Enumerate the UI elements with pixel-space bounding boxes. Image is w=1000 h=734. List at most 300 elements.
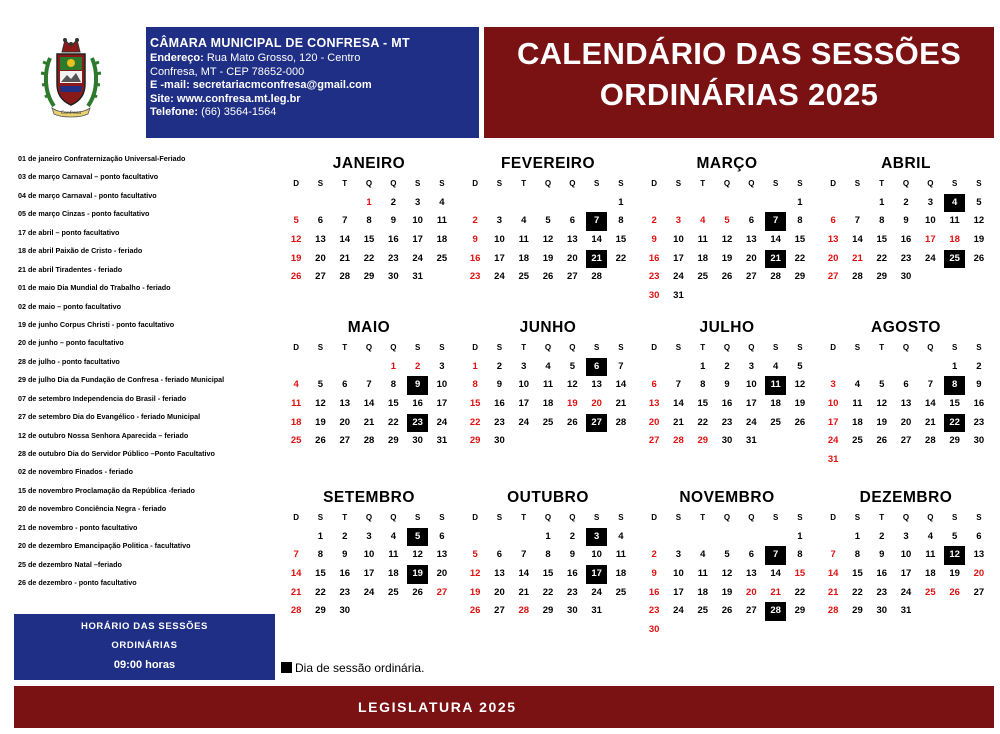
day-cell: 18 bbox=[518, 252, 530, 264]
weekday-header: D bbox=[830, 343, 837, 352]
day-cell: 25 bbox=[697, 271, 709, 283]
session-day: 9 bbox=[405, 376, 429, 395]
address-line1: Rua Mato Grosso, 120 - Centro bbox=[206, 52, 361, 65]
day-cell: 18 bbox=[949, 234, 960, 246]
day-cell: 21 bbox=[518, 586, 530, 598]
month-name: JULHO bbox=[699, 319, 755, 336]
weekday-header: S bbox=[317, 179, 324, 188]
day-cell: 22 bbox=[469, 416, 481, 428]
weekday-header: Q bbox=[390, 513, 397, 522]
day-cell: 29 bbox=[949, 435, 960, 447]
day-cell: 16 bbox=[721, 398, 733, 410]
day-cell: 4 bbox=[700, 549, 706, 561]
day-cell: 21 bbox=[290, 586, 302, 598]
holiday-item: 26 de dezembro - ponto facultativo bbox=[18, 578, 137, 588]
day-cell: 11 bbox=[852, 398, 863, 410]
day-cell: 11 bbox=[291, 398, 302, 410]
day-cell: 20 bbox=[746, 586, 757, 598]
day-cell: 2 bbox=[569, 530, 575, 542]
day-cell: 30 bbox=[876, 605, 888, 617]
weekday-header: Q bbox=[544, 513, 552, 522]
weekday-header: S bbox=[593, 179, 600, 188]
day-cell: 24 bbox=[900, 586, 912, 598]
day-cell: 24 bbox=[363, 586, 375, 598]
day-cell: 2 bbox=[472, 215, 478, 227]
empty-day-cell bbox=[284, 528, 308, 547]
day-cell: 17 bbox=[900, 568, 912, 580]
weekday-header: S bbox=[772, 513, 779, 522]
session-schedule-box bbox=[14, 614, 275, 680]
day-cell: 16 bbox=[412, 398, 423, 410]
day-cell: 17 bbox=[827, 416, 839, 428]
day-cell: 3 bbox=[496, 215, 503, 227]
empty-day-cell bbox=[487, 528, 511, 547]
day-cell: 27 bbox=[746, 271, 757, 283]
day-cell: 17 bbox=[673, 586, 684, 598]
day-cell: 11 bbox=[925, 549, 936, 561]
day-cell: 30 bbox=[339, 605, 351, 617]
weekday-header: S bbox=[317, 513, 324, 522]
day-cell: 27 bbox=[827, 271, 839, 283]
holiday-item: 04 de março Carnaval - ponto facultativo bbox=[18, 190, 157, 200]
day-cell: 14 bbox=[827, 568, 839, 580]
day-cell: 9 bbox=[496, 379, 503, 391]
day-cell: 3 bbox=[927, 196, 933, 208]
day-cell: 12 bbox=[290, 234, 302, 246]
holiday-item: 28 de outubro Dia do Servidor Público –Ponto Facultativo bbox=[18, 449, 215, 458]
empty-day-cell bbox=[763, 528, 787, 547]
month-2 bbox=[642, 153, 812, 306]
day-cell: 17 bbox=[494, 252, 505, 264]
day-cell: 3 bbox=[521, 360, 527, 372]
day-cell: 29 bbox=[388, 435, 399, 447]
day-cell: 6 bbox=[903, 379, 909, 391]
session-day: 5 bbox=[405, 528, 429, 547]
day-cell: 23 bbox=[469, 271, 481, 283]
weekday-header: S bbox=[854, 179, 861, 188]
day-cell: 24 bbox=[436, 416, 448, 428]
day-cell: 3 bbox=[748, 360, 754, 372]
weekday-header: Q bbox=[544, 343, 552, 352]
empty-day-cell bbox=[691, 528, 715, 547]
weekday-header: Q bbox=[902, 513, 910, 522]
weekday-header: Q bbox=[723, 179, 731, 188]
day-cell: 4 bbox=[439, 196, 445, 208]
month-name: MARÇO bbox=[696, 155, 758, 172]
day-cell: 13 bbox=[900, 398, 912, 410]
weekday-header: D bbox=[830, 513, 837, 522]
day-cell: 4 bbox=[854, 379, 861, 391]
day-cell: 12 bbox=[876, 398, 888, 410]
site-value: www.confresa.mt.leg.br bbox=[176, 92, 301, 105]
footer-text: LEGISLATURA 2025 bbox=[358, 699, 517, 715]
day-cell: 18 bbox=[615, 568, 627, 580]
empty-day-cell bbox=[894, 358, 918, 377]
day-cell: 31 bbox=[746, 435, 757, 447]
day-cell: 26 bbox=[567, 416, 578, 428]
day-cell: 1 bbox=[317, 530, 324, 542]
day-cell: 30 bbox=[900, 271, 912, 283]
day-cell: 19 bbox=[721, 252, 733, 264]
phone-label: Telefone: bbox=[150, 106, 199, 119]
day-cell: 16 bbox=[973, 398, 985, 410]
day-cell: 7 bbox=[366, 379, 372, 391]
month-1 bbox=[463, 153, 633, 287]
day-cell: 21 bbox=[852, 252, 863, 264]
day-cell: 13 bbox=[591, 379, 602, 391]
day-cell: 11 bbox=[518, 234, 529, 246]
weekday-header: Q bbox=[748, 343, 755, 352]
day-cell: 23 bbox=[388, 252, 399, 264]
day-cell: 25 bbox=[518, 271, 530, 283]
day-cell: 27 bbox=[648, 435, 660, 447]
day-cell: 1 bbox=[366, 196, 372, 208]
month-6 bbox=[642, 317, 812, 451]
weekday-header: S bbox=[414, 343, 421, 352]
day-cell: 6 bbox=[748, 549, 754, 561]
holiday-list bbox=[18, 150, 278, 593]
day-cell: 23 bbox=[900, 252, 912, 264]
day-cell: 18 bbox=[925, 568, 936, 580]
weekday-header: S bbox=[496, 343, 503, 352]
day-cell: 24 bbox=[518, 416, 530, 428]
day-cell: 12 bbox=[469, 568, 481, 580]
weekday-header: T bbox=[879, 343, 885, 352]
session-day: 7 bbox=[584, 212, 608, 231]
day-cell: 13 bbox=[567, 234, 578, 246]
day-cell: 15 bbox=[794, 234, 806, 246]
day-cell: 19 bbox=[876, 416, 888, 428]
day-cell: 28 bbox=[770, 271, 781, 283]
month-8 bbox=[284, 487, 454, 621]
day-cell: 11 bbox=[697, 234, 708, 246]
holiday-item: 25 de dezembro Natal –feriado bbox=[18, 559, 122, 569]
session-day: 7 bbox=[763, 212, 787, 231]
session-day: 3 bbox=[584, 528, 608, 547]
day-cell: 11 bbox=[615, 549, 626, 561]
day-cell: 15 bbox=[315, 568, 326, 580]
day-cell: 21 bbox=[363, 416, 375, 428]
weekday-header: S bbox=[439, 343, 445, 352]
day-cell: 11 bbox=[436, 215, 447, 227]
logo-ribbon-text: Confresa bbox=[61, 111, 81, 116]
weekday-header: T bbox=[521, 343, 527, 352]
day-cell: 23 bbox=[721, 416, 733, 428]
holiday-item: 01 de maio Dia Mundial do Trabalho - feriado bbox=[18, 283, 171, 293]
day-cell: 2 bbox=[651, 215, 657, 227]
weekday-header: T bbox=[879, 513, 885, 522]
day-cell: 26 bbox=[721, 605, 733, 617]
weekday-header: D bbox=[651, 343, 658, 352]
day-cell: 25 bbox=[852, 435, 863, 447]
day-cell: 5 bbox=[976, 196, 982, 208]
day-cell: 24 bbox=[494, 271, 505, 283]
holiday-item: 12 de outubro Nossa Senhora Aparecida – feriado bbox=[18, 430, 189, 440]
day-cell: 21 bbox=[339, 252, 351, 264]
day-cell: 22 bbox=[615, 252, 627, 264]
month-7 bbox=[821, 317, 991, 470]
day-cell: 22 bbox=[315, 586, 326, 598]
day-cell: 2 bbox=[390, 196, 396, 208]
weekday-header: Q bbox=[390, 179, 397, 188]
day-cell: 22 bbox=[363, 252, 375, 264]
day-cell: 25 bbox=[925, 586, 936, 598]
empty-day-cell bbox=[463, 528, 487, 547]
day-cell: 14 bbox=[339, 234, 351, 246]
day-cell: 21 bbox=[673, 416, 684, 428]
day-cell: 21 bbox=[615, 398, 627, 410]
day-cell: 16 bbox=[567, 568, 578, 580]
day-cell: 3 bbox=[675, 549, 682, 561]
day-cell: 6 bbox=[569, 215, 575, 227]
day-cell: 20 bbox=[900, 416, 912, 428]
day-cell: 18 bbox=[697, 586, 709, 598]
day-cell: 11 bbox=[543, 379, 554, 391]
day-cell: 31 bbox=[436, 435, 448, 447]
weekday-header: T bbox=[879, 179, 885, 188]
day-cell: 1 bbox=[390, 360, 396, 372]
day-cell: 14 bbox=[290, 568, 302, 580]
weekday-header: Q bbox=[569, 179, 576, 188]
day-cell: 23 bbox=[339, 586, 351, 598]
weekday-header: T bbox=[342, 513, 348, 522]
day-cell: 26 bbox=[794, 416, 806, 428]
day-cell: 26 bbox=[876, 435, 888, 447]
day-cell: 12 bbox=[794, 379, 806, 391]
day-cell: 10 bbox=[494, 234, 505, 246]
day-cell: 29 bbox=[794, 271, 806, 283]
empty-day-cell bbox=[357, 358, 381, 377]
day-cell: 19 bbox=[542, 252, 554, 264]
empty-day-cell bbox=[715, 528, 739, 547]
day-cell: 28 bbox=[591, 271, 602, 283]
day-cell: 19 bbox=[721, 586, 733, 598]
day-cell: 14 bbox=[673, 398, 684, 410]
legend-text: Dia de sessão ordinária. bbox=[295, 661, 425, 675]
day-cell: 19 bbox=[567, 398, 578, 410]
day-cell: 15 bbox=[542, 568, 554, 580]
holiday-item: 02 de novembro Finados - feriado bbox=[18, 467, 134, 477]
address-label: Endereço: bbox=[150, 52, 204, 65]
day-cell: 19 bbox=[973, 234, 985, 246]
day-cell: 16 bbox=[339, 568, 351, 580]
day-cell: 14 bbox=[363, 398, 375, 410]
day-cell: 20 bbox=[746, 252, 757, 264]
session-day: 17 bbox=[584, 565, 608, 584]
day-cell: 9 bbox=[976, 379, 982, 391]
day-cell: 10 bbox=[591, 549, 602, 561]
title-line2: ORDINÁRIAS 2025 bbox=[599, 77, 879, 112]
day-cell: 10 bbox=[746, 379, 757, 391]
day-cell: 17 bbox=[925, 234, 936, 246]
empty-day-cell bbox=[739, 528, 763, 547]
day-cell: 20 bbox=[339, 416, 351, 428]
holiday-item: 02 de maio – ponto facultativo bbox=[18, 301, 122, 311]
day-cell: 28 bbox=[518, 605, 530, 617]
day-cell: 27 bbox=[436, 586, 448, 598]
day-cell: 9 bbox=[879, 549, 885, 561]
day-cell: 3 bbox=[414, 196, 421, 208]
day-cell: 8 bbox=[879, 215, 885, 227]
weekday-header: S bbox=[951, 513, 958, 522]
weekday-header: S bbox=[414, 179, 421, 188]
day-cell: 30 bbox=[721, 435, 733, 447]
month-3 bbox=[821, 153, 991, 287]
day-cell: 22 bbox=[388, 416, 399, 428]
day-cell: 27 bbox=[746, 605, 757, 617]
empty-day-cell bbox=[308, 358, 332, 377]
day-cell: 17 bbox=[412, 234, 423, 246]
day-cell: 9 bbox=[472, 234, 478, 246]
day-cell: 4 bbox=[293, 379, 299, 391]
day-cell: 4 bbox=[700, 215, 706, 227]
day-cell: 30 bbox=[648, 624, 660, 636]
weekday-header: S bbox=[593, 343, 600, 352]
weekday-header: Q bbox=[365, 513, 373, 522]
holiday-item: 27 de setembro Dia do Evangélico - feriado Municipal bbox=[18, 412, 201, 422]
day-cell: 9 bbox=[903, 215, 909, 227]
weekday-header: T bbox=[700, 343, 706, 352]
day-cell: 5 bbox=[545, 215, 551, 227]
day-cell: 4 bbox=[772, 360, 779, 372]
day-cell: 15 bbox=[794, 568, 806, 580]
day-cell: 12 bbox=[315, 398, 326, 410]
day-cell: 29 bbox=[852, 605, 863, 617]
day-cell: 14 bbox=[925, 398, 936, 410]
day-cell: 20 bbox=[494, 586, 505, 598]
weekday-header: Q bbox=[927, 513, 934, 522]
day-cell: 20 bbox=[648, 416, 660, 428]
org-name: CÂMARA MUNICIPAL DE CONFRESA - MT bbox=[150, 36, 410, 50]
weekday-header: Q bbox=[902, 179, 910, 188]
day-cell: 18 bbox=[388, 568, 399, 580]
day-cell: 16 bbox=[469, 252, 481, 264]
day-cell: 28 bbox=[290, 605, 302, 617]
empty-day-cell bbox=[333, 194, 357, 213]
day-cell: 19 bbox=[290, 252, 302, 264]
day-cell: 16 bbox=[876, 568, 888, 580]
day-cell: 5 bbox=[724, 215, 730, 227]
day-cell: 11 bbox=[388, 549, 399, 561]
day-cell: 28 bbox=[673, 435, 684, 447]
day-cell: 25 bbox=[542, 416, 554, 428]
month-name: NOVEMBRO bbox=[679, 489, 775, 506]
day-cell: 8 bbox=[797, 215, 803, 227]
day-cell: 16 bbox=[648, 252, 660, 264]
day-cell: 9 bbox=[390, 215, 396, 227]
day-cell: 4 bbox=[521, 215, 527, 227]
day-cell: 12 bbox=[567, 379, 578, 391]
weekday-header: S bbox=[496, 179, 503, 188]
day-cell: 3 bbox=[439, 360, 445, 372]
empty-day-cell bbox=[845, 194, 869, 213]
day-cell: 30 bbox=[412, 435, 423, 447]
day-cell: 28 bbox=[925, 435, 936, 447]
day-cell: 11 bbox=[697, 568, 708, 580]
day-cell: 14 bbox=[591, 234, 602, 246]
day-cell: 3 bbox=[830, 379, 836, 391]
weekday-header: Q bbox=[569, 343, 576, 352]
day-cell: 27 bbox=[315, 271, 326, 283]
address-line2: Confresa, MT - CEP 78652-000 bbox=[150, 65, 305, 78]
day-cell: 15 bbox=[363, 234, 375, 246]
day-cell: 22 bbox=[697, 416, 709, 428]
day-cell: 15 bbox=[388, 398, 399, 410]
month-name: OUTUBRO bbox=[507, 489, 589, 506]
weekday-header: S bbox=[976, 343, 982, 352]
day-cell: 12 bbox=[412, 549, 423, 561]
day-cell: 27 bbox=[900, 435, 912, 447]
weekday-header: S bbox=[675, 513, 682, 522]
empty-day-cell bbox=[821, 528, 845, 547]
weekday-header: S bbox=[951, 343, 958, 352]
session-day: 12 bbox=[942, 546, 966, 565]
day-cell: 14 bbox=[852, 234, 863, 246]
municipal-coat-of-arms bbox=[40, 32, 102, 120]
day-cell: 14 bbox=[770, 234, 781, 246]
day-cell: 25 bbox=[388, 586, 399, 598]
day-cell: 17 bbox=[518, 398, 530, 410]
day-cell: 24 bbox=[827, 435, 839, 447]
day-cell: 1 bbox=[797, 196, 803, 208]
day-cell: 2 bbox=[724, 360, 730, 372]
schedule-line1: HORÁRIO DAS SESSÕES bbox=[80, 621, 208, 632]
day-cell: 6 bbox=[830, 215, 836, 227]
weekday-header: S bbox=[593, 513, 600, 522]
holiday-item: 28 de julho - ponto facultativo bbox=[18, 356, 120, 366]
day-cell: 18 bbox=[770, 398, 781, 410]
day-cell: 23 bbox=[648, 271, 660, 283]
month-name: AGOSTO bbox=[871, 319, 941, 336]
day-cell: 17 bbox=[363, 568, 375, 580]
empty-day-cell bbox=[821, 194, 845, 213]
empty-day-cell bbox=[691, 194, 715, 213]
day-cell: 28 bbox=[827, 605, 839, 617]
day-cell: 25 bbox=[697, 605, 709, 617]
day-cell: 5 bbox=[879, 379, 885, 391]
weekday-header: D bbox=[472, 513, 479, 522]
day-cell: 30 bbox=[973, 435, 985, 447]
day-cell: 28 bbox=[339, 271, 351, 283]
weekday-header: S bbox=[854, 513, 861, 522]
month-4 bbox=[284, 317, 454, 451]
day-cell: 18 bbox=[436, 234, 448, 246]
weekday-header: Q bbox=[902, 343, 910, 352]
day-cell: 15 bbox=[852, 568, 863, 580]
day-cell: 6 bbox=[496, 549, 503, 561]
day-cell: 22 bbox=[794, 586, 806, 598]
day-cell: 27 bbox=[494, 605, 505, 617]
day-cell: 18 bbox=[852, 416, 863, 428]
schedule-time: 09:00 horas bbox=[113, 659, 176, 671]
day-cell: 2 bbox=[976, 360, 982, 372]
day-cell: 19 bbox=[794, 398, 806, 410]
day-cell: 7 bbox=[293, 549, 299, 561]
day-cell: 1 bbox=[951, 360, 958, 372]
day-cell: 8 bbox=[390, 379, 396, 391]
month-0 bbox=[284, 153, 454, 287]
weekday-header: D bbox=[293, 179, 300, 188]
month-name: FEVEREIRO bbox=[500, 155, 596, 172]
day-cell: 13 bbox=[315, 234, 326, 246]
day-cell: 18 bbox=[290, 416, 302, 428]
empty-day-cell bbox=[487, 194, 511, 213]
day-cell: 29 bbox=[794, 605, 806, 617]
empty-day-cell bbox=[666, 358, 690, 377]
weekday-header: T bbox=[700, 179, 706, 188]
email-value: secretariacmconfresa@gmail.com bbox=[192, 79, 372, 92]
month-name: SETEMBRO bbox=[323, 489, 415, 506]
